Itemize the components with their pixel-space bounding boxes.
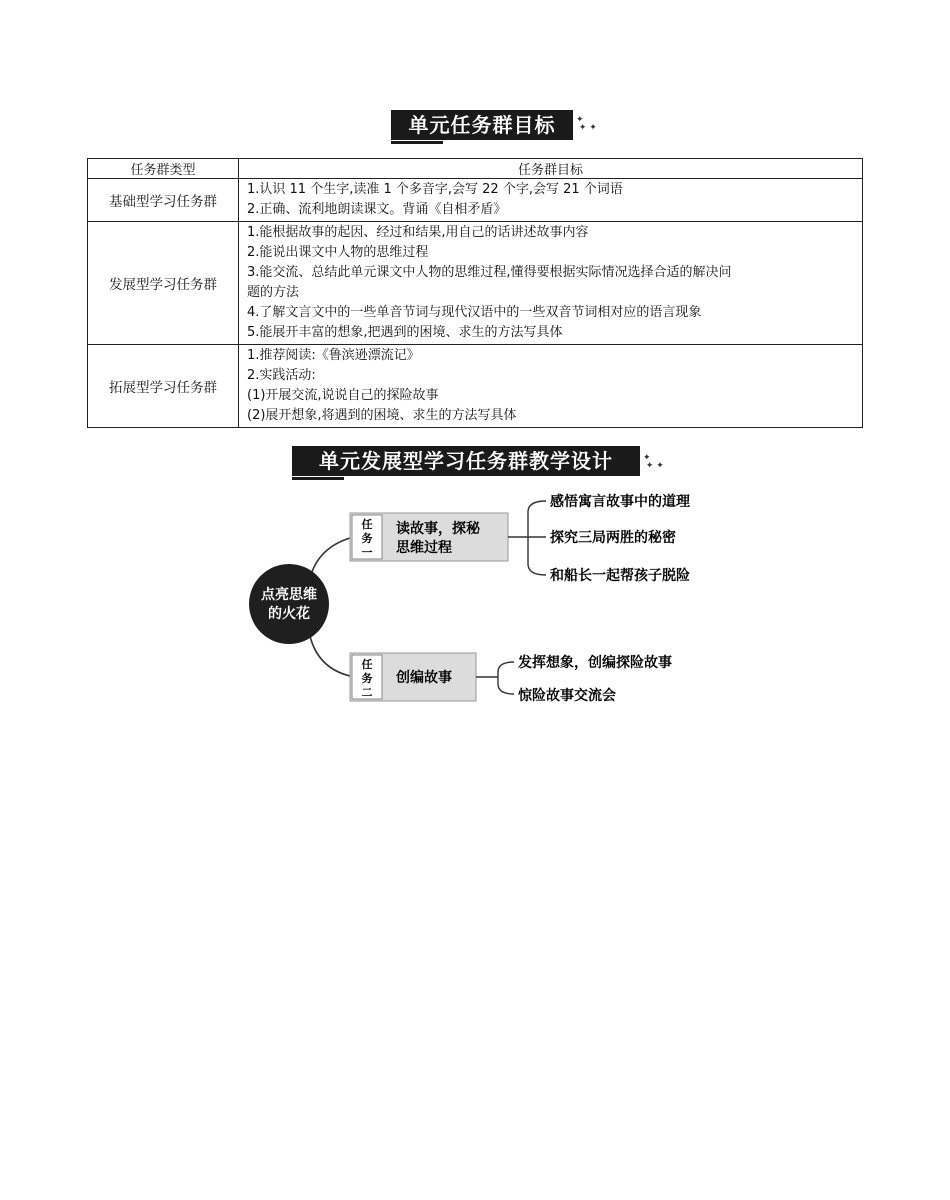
- center-text-line: 点亮思维: [261, 587, 317, 603]
- task1-item: 探究三局两胜的秘密: [550, 530, 676, 546]
- goal-line: 2.能说出课文中人物的思维过程: [247, 245, 429, 260]
- section-title-teaching-design: 单元发展型学习任务群教学设计: [292, 446, 640, 476]
- task1-item: 感悟寓言故事中的道理: [550, 494, 690, 510]
- row-type: 发展型学习任务群: [88, 222, 239, 345]
- task1-tag-char: 任: [361, 518, 373, 531]
- goal-line: 题的方法: [247, 285, 300, 300]
- task1-label-line: 读故事，探秘: [396, 521, 480, 537]
- task1-tag-char: 务: [361, 532, 373, 545]
- row-type: 拓展型学习任务群: [88, 345, 239, 428]
- goal-line: 5.能展开丰富的想象,把遇到的困境、求生的方法写具体: [247, 325, 563, 340]
- sparkle-icon: ✦ ✦ ✦: [576, 115, 597, 133]
- section-title-unit-goals: 单元任务群目标: [391, 110, 573, 140]
- task2-tag-char: 任: [361, 658, 373, 671]
- task2-label: 创编故事: [396, 670, 452, 686]
- task1-label-line: 思维过程: [396, 540, 452, 556]
- task1-tag-char: 一: [361, 546, 373, 559]
- header-goal: 任务群目标: [239, 159, 863, 179]
- sparkle-icon: ✦ ✦ ✦: [643, 453, 664, 471]
- task2-bracket: [498, 662, 514, 694]
- goal-line: 3.能交流、总结此单元课文中人物的思维过程,懂得要根据实际情况选择合适的解决问: [247, 265, 732, 280]
- task1-bracket: [528, 501, 546, 575]
- goal-line: (2)展开想象,将遇到的困境、求生的方法写具体: [247, 408, 517, 423]
- task2-tag-char: 务: [361, 672, 373, 685]
- goal-line: (1)开展交流,说说自己的探险故事: [247, 388, 439, 403]
- connector-task2: [310, 636, 350, 676]
- center-node: [249, 564, 329, 644]
- task2-tag-char: 二: [361, 686, 373, 699]
- goal-line: 4.了解文言文中的一些单音节词与现代汉语中的一些双音节词相对应的语言现象: [247, 305, 702, 320]
- task1-item: 和船长一起帮孩子脱险: [550, 568, 690, 584]
- center-text-line: 的火花: [268, 606, 310, 622]
- row-type: 基础型学习任务群: [88, 179, 239, 222]
- goal-line: 1.推荐阅读:《鲁滨逊漂流记》: [247, 348, 420, 363]
- task2-item: 惊险故事交流会: [518, 688, 616, 704]
- task2-item: 发挥想象，创编探险故事: [518, 655, 672, 671]
- goal-line: 2.正确、流利地朗读课文。背诵《自相矛盾》: [247, 202, 507, 217]
- connector-task1: [310, 538, 350, 578]
- goal-line: 2.实践活动:: [247, 368, 316, 383]
- goal-line: 1.认识 11 个生字,读准 1 个多音字,会写 22 个字,会写 21 个词语: [247, 182, 623, 197]
- goal-line: 1.能根据故事的起因、经过和结果,用自己的话讲述故事内容: [247, 225, 589, 240]
- header-type: 任务群类型: [88, 159, 239, 179]
